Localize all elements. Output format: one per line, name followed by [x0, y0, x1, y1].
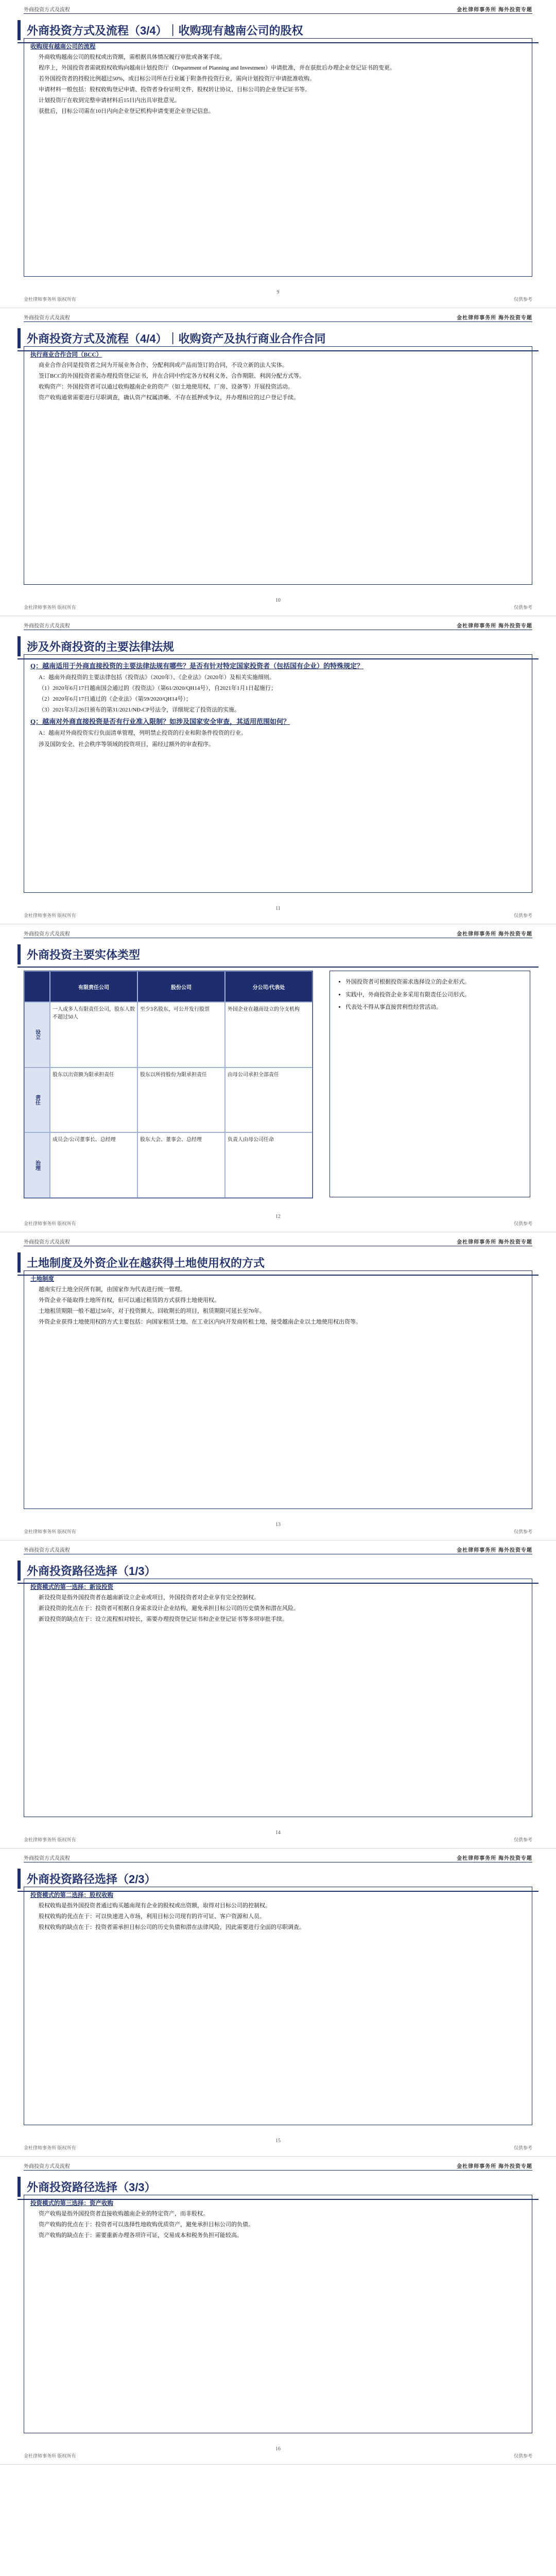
footer-right-text: 仅供参考 — [513, 1837, 532, 1842]
footer-left-text: 金杜律师事务所 版权所有 — [24, 1837, 76, 1842]
answer-line: A：越南对外商投资实行负面清单管理，列明禁止投资的行业和附条件投资的行业。 — [39, 730, 247, 737]
table-header-cell: 股份公司 — [137, 971, 225, 1002]
slide-title: 外商投资路径选择（2/3） — [18, 1869, 538, 1889]
footer-left-text: 金杜律师事务所 版权所有 — [24, 2145, 76, 2150]
page-footer — [24, 1528, 532, 1535]
footer-left-text: 金杜律师事务所 版权所有 — [24, 297, 76, 302]
page-header — [24, 312, 532, 322]
page-footer — [24, 1220, 532, 1227]
page-footer — [24, 296, 532, 302]
slide-page — [0, 2157, 556, 2465]
table-header-cell: 分公司/代表处 — [225, 971, 312, 1002]
slide-title: 土地制度及外资企业在越获得土地使用权的方式 — [18, 1252, 538, 1273]
header-right-text: 金杜律师事务所 海外投资专题 — [457, 7, 532, 13]
paragraph: 股权收购的优点在于：可以快速进入市场，利用目标公司现有的许可证、客户资源和人员。 — [39, 1913, 265, 1920]
table-header-cell: 有限责任公司 — [50, 971, 137, 1002]
qa-box — [24, 654, 532, 893]
table-row-header: 责任 — [24, 1067, 50, 1133]
slide-page — [0, 924, 556, 1232]
table-row-header: 治理 — [24, 1132, 50, 1198]
section-heading: 土地制度 — [30, 1276, 54, 1282]
section-heading: 执行商业合作合同（BCC） — [30, 352, 102, 358]
header-left-text: 外商投资方式及流程 — [24, 1855, 70, 1861]
answer-line: （2）2020年6月17日通过的《企业法》（第59/2020/QH14号）； — [39, 696, 192, 703]
paragraph: 土地租赁期限一般不超过50年，对于投资额大、回收期长的项目，租赁期限可延长至70年。 — [39, 1308, 265, 1314]
table-cell: 股东以所持股份为限承担责任 — [137, 1067, 225, 1133]
page-number: 13 — [275, 1522, 281, 1528]
slide-page — [0, 1849, 556, 2157]
paragraph: 资产收购的缺点在于：需要重新办理各项许可证，交易成本和税务负担可能较高。 — [39, 2232, 242, 2239]
paragraph: 新设投资是指外国投资者在越南新设立企业或项目，外国投资者对企业享有完全控制权。 — [39, 1594, 259, 1601]
answer-line: （3）2021年3月26日颁布的第31/2021/NĐ-CP号法令，详细规定了投资法的实施。 — [39, 707, 240, 714]
footer-left-text: 金杜律师事务所 版权所有 — [24, 1221, 76, 1226]
summary-list — [336, 977, 524, 1012]
footer-right-text: 仅供参考 — [513, 1221, 532, 1226]
page-footer — [24, 2452, 532, 2459]
question-1: Q：越南适用于外商直接投资的主要法律法规有哪些？是否有针对特定国家投资者（包括国有企业）的特殊规定？ — [30, 662, 364, 670]
section-heading: 投资模式的第二选择：股权收购 — [30, 1892, 113, 1899]
paragraph: 申请材料一般包括：股权收购登记申请、投资者身份证明文件、股权转让协议、目标公司的企业登记证书等。 — [39, 86, 310, 93]
section-heading: 投资模式的第三选择：资产收购 — [30, 2200, 113, 2207]
table-cell: 由母公司承担全部责任 — [225, 1067, 312, 1133]
footer-left-text: 金杜律师事务所 版权所有 — [24, 605, 76, 610]
page-number: 14 — [275, 1830, 281, 1836]
table-cell: 外国企业在越南设立的分支机构 — [225, 1002, 312, 1067]
paragraph: 资产收购的优点在于：投资者可以选择性地收购优质资产，避免承担目标公司的负债。 — [39, 2221, 254, 2228]
page-number: 10 — [275, 598, 281, 603]
page-footer — [24, 912, 532, 919]
paragraph: 外资企业不能取得土地所有权，但可以通过租赁的方式获得土地使用权。 — [39, 1297, 220, 1303]
paragraph: 若外国投资者的持股比例超过50%，或目标公司所在行业属于附条件投资行业，需向计划投资厅申请批准收购。 — [39, 75, 316, 82]
header-right-text: 金杜律师事务所 海外投资专题 — [457, 1239, 532, 1245]
slide-page — [0, 1540, 556, 1849]
header-left-text: 外商投资方式及流程 — [24, 623, 70, 629]
table-cell: 股东以出资额为限承担责任 — [50, 1067, 137, 1133]
header-left-text: 外商投资方式及流程 — [24, 1547, 70, 1553]
paragraph: 股权收购的缺点在于：投资者需承担目标公司的历史负债和潜在法律风险，因此需要进行全面的尽职调查。 — [39, 1924, 305, 1930]
footer-right-text: 仅供参考 — [513, 605, 532, 610]
slide-title: 外商投资路径选择（3/3） — [18, 2177, 538, 2197]
title-rule — [18, 967, 538, 968]
table-cell: 负责人由母公司任命 — [225, 1132, 312, 1198]
header-left-text: 外商投资方式及流程 — [24, 7, 70, 13]
paragraph: 新设投资的缺点在于：设立流程相对较长，需要办理投资登记证书和企业登记证书等多项审批手续。 — [39, 1616, 288, 1622]
content-box — [24, 1887, 532, 2125]
header-right-text: 金杜律师事务所 海外投资专题 — [457, 1547, 532, 1553]
table-cell: 股东大会、董事会、总经理 — [137, 1132, 225, 1198]
paragraph: 新设投资的优点在于：投资者可根据自身需求设计企业结构，避免承担目标公司的历史债务和潜在风险。 — [39, 1605, 299, 1612]
summary-item: • 代表处不得从事直接营利性经营活动。 — [345, 1003, 524, 1012]
paragraph: 资产收购是指外国投资者直接收购越南企业的特定资产，而非股权。 — [39, 2210, 208, 2217]
footer-left-text: 金杜律师事务所 版权所有 — [24, 913, 76, 918]
entity-table — [24, 971, 313, 1198]
footer-right-text: 仅供参考 — [513, 1529, 532, 1534]
paragraph: 资产收购通常需要进行尽职调查，确认资产权属清晰、不存在抵押或争议，并办理相应的过户登记手续。 — [39, 394, 299, 401]
header-right-text: 金杜律师事务所 海外投资专题 — [457, 315, 532, 321]
content-box — [24, 346, 532, 585]
slide-page — [0, 616, 556, 924]
page-header — [24, 2161, 532, 2171]
page-header — [24, 620, 532, 630]
header-left-text: 外商投资方式及流程 — [24, 2163, 70, 2170]
table-cell: 至少3名股东，可公开发行股票 — [137, 1002, 225, 1067]
footer-right-text: 仅供参考 — [513, 2145, 532, 2150]
header-left-text: 外商投资方式及流程 — [24, 315, 70, 321]
answer-line: A：越南外商投资的主要法律包括《投资法》（2020年）、《企业法》（2020年）及相关实施细则。 — [39, 674, 275, 681]
content-box — [24, 1579, 532, 1817]
table-cell: 一人或多人有限责任公司，股东人数不超过50人 — [50, 1002, 137, 1067]
slide-title: 外商投资方式及流程（3/4）｜收购现有越南公司的股权 — [18, 20, 538, 40]
header-right-text: 金杜律师事务所 海外投资专题 — [457, 623, 532, 629]
paragraph: 获批后，目标公司需在10日内向企业登记机构申请变更企业登记信息。 — [39, 108, 214, 115]
paragraph: 计划投资厅在收到完整申请材料后15日内出具审批意见。 — [39, 97, 180, 104]
slide-title: 外商投资方式及流程（4/4）｜收购资产及执行商业合作合同 — [18, 328, 538, 348]
section-heading: 投资模式的第一选择：新设投资 — [30, 1584, 113, 1590]
table-cell: 成员会/公司董事长、总经理 — [50, 1132, 137, 1198]
footer-left-text: 金杜律师事务所 版权所有 — [24, 1529, 76, 1534]
content-box — [24, 1270, 532, 1509]
paragraph: 收购资产：外国投资者可以通过收购越南企业的资产（如土地使用权、厂房、设备等）开展投资活动。 — [39, 383, 293, 390]
footer-right-text: 仅供参考 — [513, 913, 532, 918]
answer-line: （1）2020年6月17日越南国会通过的《投资法》（第61/2020/QH14号），自2021年1月1日起施行； — [39, 685, 276, 692]
question-2: Q：越南对外商直接投资是否有行业准入限制？如涉及国家安全审查，其适用范围如何？ — [30, 718, 290, 726]
slide-title: 涉及外商投资的主要法律法规 — [18, 636, 538, 656]
footer-right-text: 仅供参考 — [513, 297, 532, 302]
page-number: 16 — [275, 2446, 281, 2452]
footer-right-text: 仅供参考 — [513, 2453, 532, 2459]
page-footer — [24, 2144, 532, 2151]
header-left-text: 外商投资方式及流程 — [24, 931, 70, 937]
answer-line: 涉及国防安全、社会秩序等领域的投资项目，需经过额外的审查程序。 — [39, 741, 214, 748]
header-right-text: 金杜律师事务所 海外投资专题 — [457, 931, 532, 937]
content-box — [24, 38, 532, 277]
summary-item: • 外国投资者可根据投资需求选择设立的企业形式。 — [345, 977, 524, 987]
footer-left-text: 金杜律师事务所 版权所有 — [24, 2453, 76, 2459]
page-footer — [24, 1836, 532, 1843]
page-header — [24, 928, 532, 938]
summary-box — [329, 971, 530, 1197]
paragraph: 越南实行土地全民所有制，由国家作为代表进行统一管理。 — [39, 1286, 186, 1293]
paragraph: 程序上，外国投资者需就股权收购向越南计划投资厅（Department of Planning and Investment）申请批准，并在获批后办理企业登记证书的变更。 — [39, 64, 395, 71]
page-header — [24, 1545, 532, 1554]
slide-page — [0, 1232, 556, 1540]
header-right-text: 金杜律师事务所 海外投资专题 — [457, 2163, 532, 2170]
content-box — [24, 2195, 532, 2433]
page-footer — [24, 604, 532, 611]
section-heading: 收购现有越南公司的流程 — [30, 44, 96, 50]
page-number: 11 — [275, 906, 281, 911]
paragraph: 外资企业获得土地使用权的方式主要包括：向国家租赁土地、在工业区内向开发商转租土地、接受越南企业以土地使用权出资等。 — [39, 1318, 361, 1325]
paragraph: 外商收购越南公司的股权或出资额，需根据具体情况履行审批或备案手续。 — [39, 54, 225, 60]
table-header-cell — [24, 971, 50, 1002]
page-header — [24, 1853, 532, 1862]
slide-title: 外商投资主要实体类型 — [18, 944, 538, 964]
slide-page — [0, 0, 556, 308]
slide-title: 外商投资路径选择（1/3） — [18, 1561, 538, 1581]
page-header — [24, 4, 532, 14]
page-number: 15 — [275, 2138, 281, 2144]
header-left-text: 外商投资方式及流程 — [24, 1239, 70, 1245]
page-number: 9 — [276, 290, 280, 295]
paragraph: 签订BCC的外国投资者需办理投资登记证书，并在合同中约定各方权利义务、合作期限、利润分配方式等。 — [39, 372, 305, 379]
page-number: 12 — [275, 1214, 281, 1219]
table-row-header: 设立 — [24, 1002, 50, 1067]
paragraph: 商业合作合同是投资者之间为开展业务合作、分配利润或产品而签订的合同，不设立新的法人实体。 — [39, 362, 288, 368]
slide-page — [0, 308, 556, 616]
summary-item: • 实践中，外商投资企业多采用有限责任公司形式。 — [345, 990, 524, 1000]
header-right-text: 金杜律师事务所 海外投资专题 — [457, 1855, 532, 1861]
paragraph: 股权收购是指外国投资者通过购买越南现有企业的股权或出资额，取得对目标公司的控制权。 — [39, 1902, 271, 1909]
page-header — [24, 1236, 532, 1246]
